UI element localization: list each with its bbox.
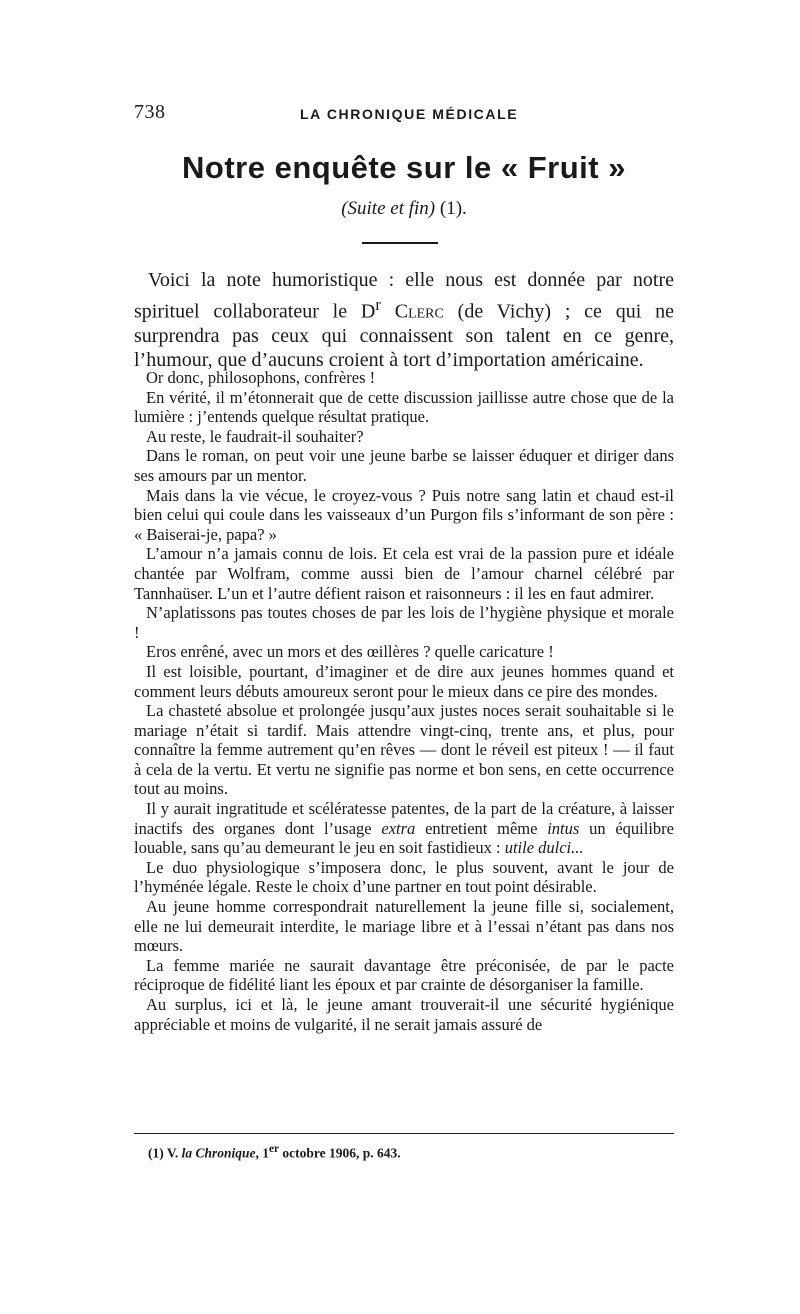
footnote-marker: (1) V.	[148, 1145, 182, 1161]
article-subtitle	[134, 198, 674, 220]
intro-part2: (de Vichy) ; ce qui ne surprendra pas ceux qui connaissent son talent en ce genre, l’humour, que d’aucuns croient à tort d’importation américaine.	[134, 300, 674, 372]
p11-utile-dulci: utile dulci...	[504, 838, 584, 858]
paragraph-7: N’aplatissons pas toutes choses de par les lois de l’hygiène physique et morale !	[134, 603, 674, 642]
intro-part1: Voici la note humoristique : elle nous est donnée par notre spirituel collaborateur le D	[134, 269, 674, 323]
paragraph-12: Le duo physiologique s’imposera donc, le plus souvent, avant le jour de l’hyménée légale. Reste le choix d’une partner en tout point désirable.	[134, 857, 674, 897]
page-number: 738	[134, 101, 166, 123]
page-header	[134, 101, 674, 127]
intro-dr-superscript: r	[375, 294, 381, 314]
footnote-after-journal: , 1	[255, 1145, 270, 1161]
paragraph-9: Il est loisible, pourtant, d’imaginer et de dire aux jeunes hommes quand et comment leurs débuts amoureux seront pour le mieux dans ce pire des mondes.	[134, 661, 674, 701]
intro-author-name: Clerc	[380, 300, 444, 323]
article-title: Notre enquête sur le « Fruit »	[182, 150, 626, 185]
footnote-rest: octobre 1906, p. 643.	[279, 1145, 401, 1161]
paragraph-5: Mais dans la vie vécue, le croyez-vous ? Puis notre sang latin et chaud est-il bien celui qui coule dans les vaisseaux d’un Purgon fils s’informant de son père : « Baiserai-je, papa? »	[134, 485, 674, 544]
p11-intus: intus	[547, 818, 580, 838]
title-separator-rule	[362, 242, 438, 244]
paragraph-15: Au surplus, ici et là, le jeune amant trouverait-il une sécurité hygiénique appréciable et moins de vulgarité, il ne serait jamais assuré de	[134, 995, 674, 1034]
footnote-rule	[134, 1133, 674, 1134]
paragraph-13: Au jeune homme correspondrait naturellement la jeune fille si, socialement, elle ne lui demeurait interdite, le mariage libre et à l’essai n’étant pas dans nos mœurs.	[134, 897, 674, 956]
footnote-journal: la Chronique	[181, 1145, 256, 1161]
p11-part-a: Il y aurait ingratitude et scélératesse patentes, de la part de la créature, à laisser inactifs des organes dont l’usage	[134, 799, 674, 838]
paragraph-11	[134, 799, 674, 858]
p11-part-c: un équilibre louable, sans qu’au demeurant le jeu en soit fastidieux :	[134, 818, 674, 858]
footnote	[148, 1143, 668, 1162]
paragraph-2: En vérité, il m’étonnerait que de cette discussion jaillisse autre chose que de la lumière : j’entends quelque résultat pratique.	[134, 387, 674, 427]
subtitle-suite: (Suite et fin)	[341, 198, 436, 219]
p11-part-b: entretient même	[415, 818, 548, 838]
subtitle-footnote-ref: (1).	[435, 198, 467, 219]
intro-paragraph	[134, 268, 674, 373]
paragraph-10: La chasteté absolue et prolongée jusqu’aux justes noces serait souhaitable si le mariage n’était si tardif. Mais attendre vingt-cinq, trente ans, et plus, pour connaître la femme autrement qu’en rêves — dont le réveil est piteux ! — il faut à cela de la vertu. Et vertu ne signifie pas norme et bon sens, en cette occurrence tout au moins.	[134, 701, 674, 799]
paragraph-6: L’amour n’a jamais connu de lois. Et cela est vrai de la passion pure et idéale chantée par Wolfram, comme aussi bien de l’amour charnel célébré par Tannhaüser. L’un et l’autre défient raison et raisonneurs : il les en faut admirer.	[134, 544, 674, 603]
paragraph-14: La femme mariée ne saurait davantage être préconisée, de par le pacte réciproque de fidélité liant les époux et par crainte de désorganiser la famille.	[134, 955, 674, 995]
p11-extra: extra	[381, 818, 416, 838]
running-title: LA CHRONIQUE MÉDICALE	[300, 106, 519, 122]
footnote-er-superscript: er	[269, 1143, 280, 1155]
paragraph-3: Au reste, le faudrait-il souhaiter?	[146, 426, 364, 446]
paragraph-8: Eros enrêné, avec un mors et des œillères ? quelle caricature !	[146, 642, 554, 662]
paragraph-1: Or donc, philosophons, confrères !	[146, 368, 376, 387]
paragraph-4: Dans le roman, on peut voir une jeune barbe se laisser éduquer et diriger dans ses amours par un mentor.	[134, 446, 674, 485]
article-body	[134, 368, 674, 1034]
